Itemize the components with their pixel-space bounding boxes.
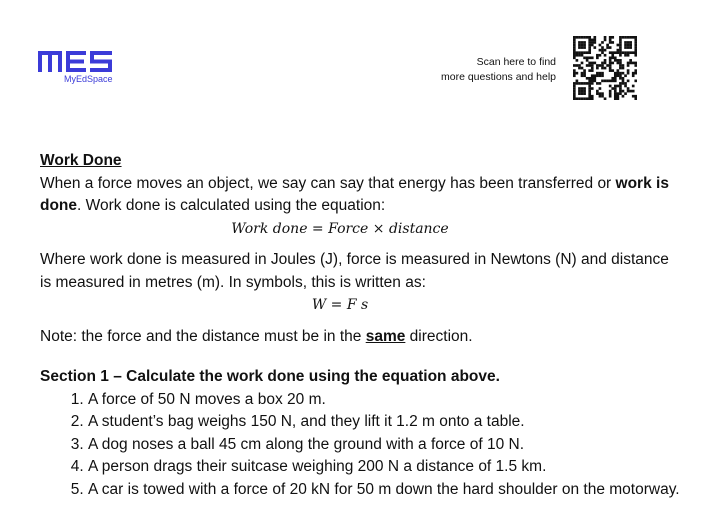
list-item: 4. A person drags their suitcase weighing 200 N a distance of 1.5 km. <box>88 456 680 479</box>
units-paragraph: Where work done is measured in Joules (J), force is measured in Newtons (N) and distance is measured in metres (m). In symbols, this is written as: <box>40 251 669 291</box>
scan-line-2: more questions and help <box>441 71 556 83</box>
question-list <box>40 389 680 502</box>
intro-text-a: When a force moves an object, we say can say that energy has been transferred or <box>40 174 616 192</box>
worksheet-content <box>40 150 680 501</box>
note-bold: same <box>365 327 406 345</box>
scan-note <box>441 55 556 85</box>
section-heading: Work Done <box>40 152 122 169</box>
equation-symbols: W = F s <box>311 297 369 313</box>
intro-text-b: . Work done is calculated using the equation: <box>77 197 386 214</box>
list-item: 2. A student’s bag weighs 150 N, and they lift it 1.2 m onto a table. <box>88 411 680 434</box>
intro-bold: work is done <box>40 174 669 214</box>
list-item: 3. A dog noses a ball 45 cm along the ground with a force of 10 N. <box>88 434 680 457</box>
note-text-a: Note: the force and the distance must be in the <box>40 327 366 345</box>
qr-code-icon[interactable] <box>573 36 637 100</box>
intro-paragraph <box>40 173 680 218</box>
mes-logo-icon <box>38 51 114 73</box>
mes-logo <box>38 51 118 84</box>
logo-subtitle: MyEdSpace <box>64 74 113 84</box>
equation-words: Work done = Force × distance <box>231 220 449 237</box>
section-1-title: Section 1 – Calculate the work done using the equation above. <box>40 368 500 385</box>
note-text-b: direction. <box>405 327 473 345</box>
scan-line-1: Scan here to find <box>476 56 556 68</box>
note-paragraph <box>40 326 680 349</box>
list-item: 1. A force of 50 N moves a box 20 m. <box>88 389 680 412</box>
list-item: 5. A car is towed with a force of 20 kN for 50 m down the hard shoulder on the motorway. <box>88 479 680 502</box>
